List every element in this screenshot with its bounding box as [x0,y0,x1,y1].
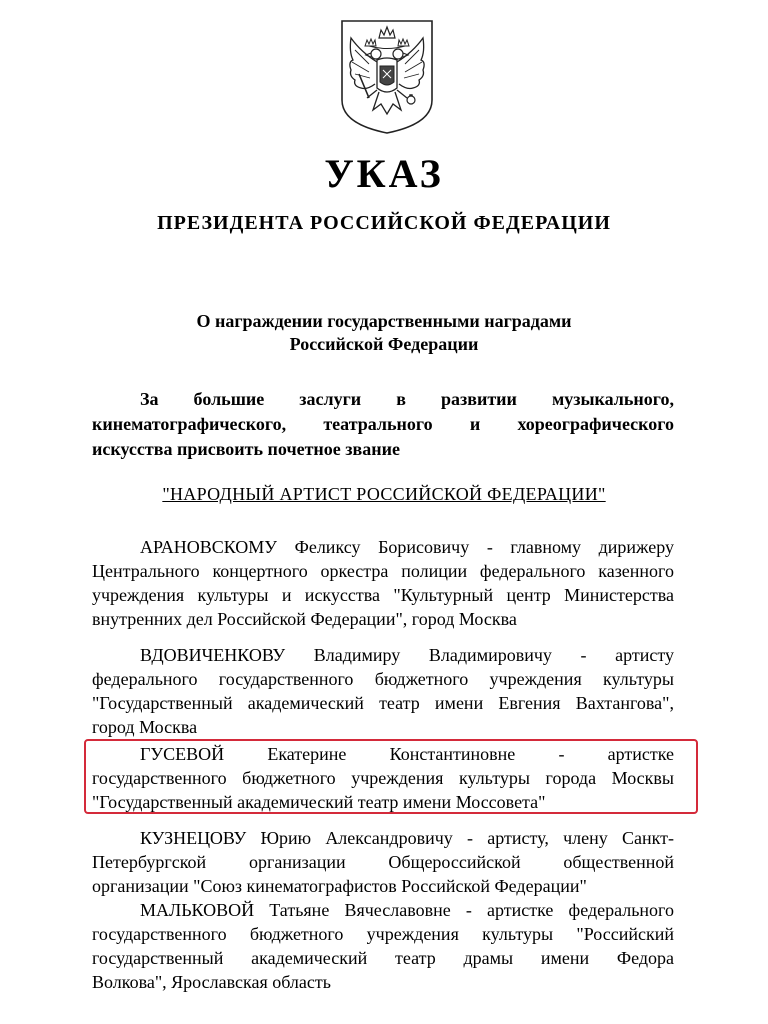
highlight-box [84,739,698,814]
entry-line: внутренних дел Российской Федерации", город Москва [92,609,517,629]
decree-name [0,310,768,356]
entry-line: Волкова", Ярославская область [92,972,331,992]
entry-line: АРАНОВСКОМУ Феликсу Борисовичу - главному дирижеру [140,537,674,557]
entry-line: ВДОВИЧЕНКОВУ Владимиру Владимировичу - артисту [140,645,674,665]
entry-line: государственного бюджетного учреждения культуры города Москвы [92,768,674,788]
entry-line: КУЗНЕЦОВУ Юрию Александровичу - артисту, члену Санкт- [140,828,674,848]
awardee-entry-aranovsky [92,535,674,631]
entry-line: ГУСЕВОЙ Екатерине Константиновне - артистке [140,744,674,764]
entry-line: Центрального концертного оркестра полиции федерального казенного [92,561,674,581]
decree-name-line: О награждении государственными наградами [196,311,572,331]
preamble-line: За большие заслуги в развитии музыкального, [140,389,674,409]
entry-line: "Государственный академический театр имени Евгения Вахтангова", [92,693,674,713]
awardee-entry-vdovichenkov [92,643,674,739]
entry-line: город Москва [92,717,198,737]
decree-name-line: Российской Федерации [289,334,479,354]
coat-of-arms-emblem [339,18,435,136]
document-title: УКАЗ [324,151,444,196]
honorary-title: "НАРОДНЫЙ АРТИСТ РОССИЙСКОЙ ФЕДЕРАЦИИ" [162,484,606,504]
entry-line: МАЛЬКОВОЙ Татьяне Вячеславовне - артистке федерального [140,900,674,920]
russian-coat-of-arms-icon [339,18,435,136]
entry-line: учреждения культуры и искусства "Культурный центр Министерства [92,585,674,605]
preamble-line: кинематографического, театрального и хореографического [92,414,674,434]
awardee-entry-malkova [92,898,674,994]
preamble [92,387,674,462]
entry-line: организации "Союз кинематографистов Российской Федерации" [92,876,587,896]
entry-line: Петербургской организации Общероссийской общественной [92,852,674,872]
document-subtitle: ПРЕЗИДЕНТА РОССИЙСКОЙ ФЕДЕРАЦИИ [157,212,611,234]
awardee-entry-kuznetsov [92,826,674,898]
preamble-line: искусства присвоить почетное звание [92,439,400,459]
entry-line: "Государственный академический театр имени Моссовета" [92,792,546,812]
entry-line: государственного бюджетного учреждения культуры "Российский [92,924,674,944]
entry-line: государственный академический театр драмы имени Федора [92,948,674,968]
entry-line: федерального государственного бюджетного учреждения культуры [92,669,674,689]
